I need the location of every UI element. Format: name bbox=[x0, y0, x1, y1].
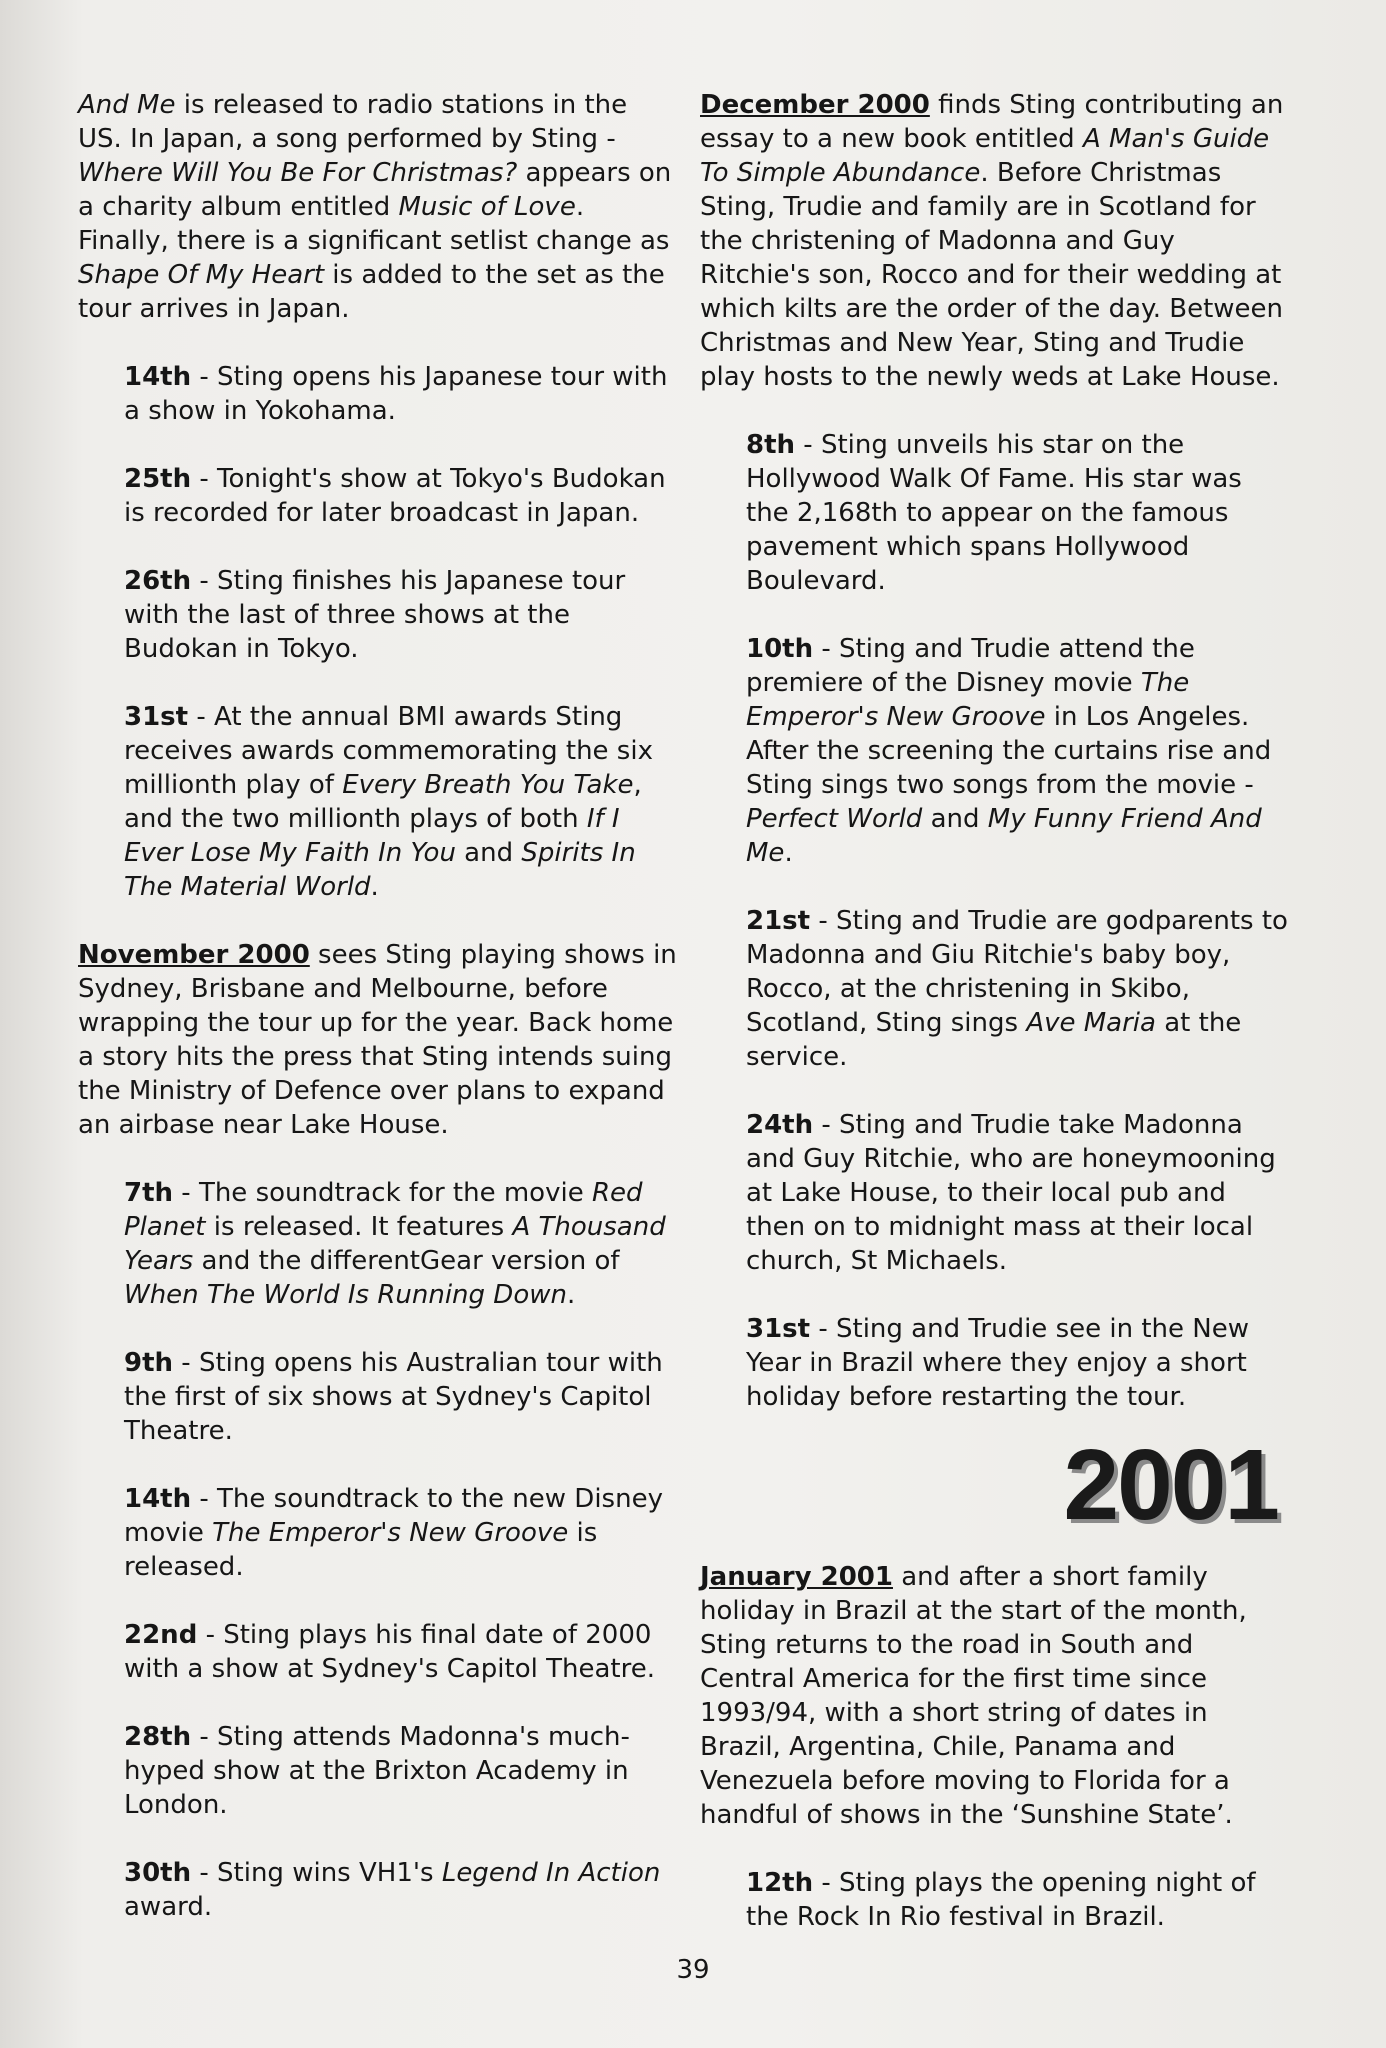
entry-text: - At the annual BMI awards Sting receives awards commemorating the six millionth play of bbox=[124, 702, 653, 800]
entry-date: 25th bbox=[124, 464, 192, 494]
entry-text: in Los Angeles. After the screening the curtains rise and Sting sings two songs from the movie - bbox=[746, 702, 1272, 800]
entry-text: - Sting and Trudie see in the New Year in Brazil where they enjoy a short holiday before restarting the tour. bbox=[746, 1314, 1249, 1412]
song-title: A Thousand Years bbox=[124, 1212, 666, 1276]
entry-date: 24th bbox=[746, 1110, 814, 1140]
award-title: Legend In Action bbox=[441, 1858, 661, 1888]
entry-date: 30th bbox=[124, 1858, 192, 1888]
entry-text: . bbox=[370, 872, 379, 902]
entry-text: - Sting and Trudie are godparents to Madonna and Giu Ritchie's baby boy, Rocco, at the christening in Skibo, Scotland, Sting sings bbox=[746, 906, 1288, 1038]
entry-dec-8 bbox=[700, 428, 1290, 598]
month-heading: December 2000 bbox=[700, 90, 930, 120]
body-text: is added to the set as the tour arrives in Japan. bbox=[78, 260, 665, 324]
entry-nov-14 bbox=[78, 1482, 678, 1584]
entry-date: 7th bbox=[124, 1178, 174, 1208]
book-title: A Man's Guide To Simple Abundance bbox=[700, 124, 1270, 188]
entry-text: - Sting unveils his star on the Hollywood Walk Of Fame. His star was the 2,168th to appear on the famous pavement which spans Hollywood Boulevard. bbox=[746, 430, 1242, 596]
entry-text: - Sting opens his Australian tour with the first of six shows at Sydney's Capitol Theatre. bbox=[124, 1348, 663, 1446]
song-title: Every Breath You Take bbox=[342, 770, 634, 800]
entry-oct-25 bbox=[78, 462, 678, 530]
entry-jan-12 bbox=[700, 1866, 1290, 1934]
entry-text: - Sting finishes his Japanese tour with the last of three shows at the Budokan in Tokyo. bbox=[124, 566, 626, 664]
entry-date: 22nd bbox=[124, 1620, 198, 1650]
entry-text: and the differentGear version of bbox=[193, 1246, 620, 1276]
song-title: And Me bbox=[78, 90, 176, 120]
entry-text: - Sting plays the opening night of the Rock In Rio festival in Brazil. bbox=[746, 1868, 1256, 1932]
month-heading: November 2000 bbox=[78, 940, 310, 970]
november-paragraph bbox=[78, 938, 678, 1142]
entry-text: and bbox=[455, 838, 522, 868]
entry-text: is released. bbox=[124, 1518, 598, 1582]
entry-text: award. bbox=[124, 1892, 213, 1922]
january-paragraph bbox=[700, 1560, 1290, 1832]
entry-nov-30 bbox=[78, 1856, 678, 1924]
entry-date: 10th bbox=[746, 634, 814, 664]
entry-date: 14th bbox=[124, 1484, 192, 1514]
entry-nov-9 bbox=[78, 1346, 678, 1448]
entry-text: . bbox=[566, 1280, 576, 1310]
body-text: is released to radio stations in the US. In Japan, a song performed by Sting - bbox=[78, 90, 628, 154]
entry-date: 14th bbox=[124, 362, 192, 392]
body-text: finds Sting contributing an essay to a new book entitled bbox=[700, 90, 1284, 154]
december-paragraph bbox=[700, 88, 1290, 394]
entry-oct-31 bbox=[78, 700, 678, 904]
entry-date: 21st bbox=[746, 906, 811, 936]
entry-text: - Sting and Trudie take Madonna and Guy Ritchie, who are honeymooning at Lake House, to their local pub and then on to midnight mass at their local church, St Michaels. bbox=[746, 1110, 1276, 1276]
entry-date: 28th bbox=[124, 1722, 192, 1752]
entry-text: - Sting wins VH1's bbox=[191, 1858, 442, 1888]
left-column bbox=[78, 88, 678, 1958]
entry-text: and bbox=[922, 804, 988, 834]
entry-text: - The soundtrack to the new Disney movie bbox=[124, 1484, 663, 1548]
right-column bbox=[700, 88, 1290, 1968]
entry-date: 31st bbox=[746, 1314, 811, 1344]
album-title: Music of Love bbox=[398, 192, 576, 222]
entry-text: - Tonight's show at Tokyo's Budokan is recorded for later broadcast in Japan. bbox=[124, 464, 666, 528]
entry-nov-28 bbox=[78, 1720, 678, 1822]
entry-dec-10 bbox=[700, 632, 1290, 870]
entry-text: - The soundtrack for the movie bbox=[173, 1178, 592, 1208]
song-title: Where Will You Be For Christmas? bbox=[78, 158, 518, 188]
entry-text: - Sting plays his final date of 2000 with a show at Sydney's Capitol Theatre. bbox=[124, 1620, 655, 1684]
entry-date: 9th bbox=[124, 1348, 174, 1378]
entry-dec-24 bbox=[700, 1108, 1290, 1278]
entry-oct-26 bbox=[78, 564, 678, 666]
movie-title: The Emperor's New Groove bbox=[212, 1518, 569, 1548]
entry-date: 31st bbox=[124, 702, 189, 732]
song-title: Ave Maria bbox=[1026, 1008, 1156, 1038]
entry-dec-21 bbox=[700, 904, 1290, 1074]
entry-text: is released. It features bbox=[205, 1212, 513, 1242]
entry-dec-31 bbox=[700, 1312, 1290, 1414]
entry-text: at the service. bbox=[746, 1008, 1242, 1072]
entry-nov-22 bbox=[78, 1618, 678, 1686]
movie-title: The Emperor's New Groove bbox=[746, 668, 1190, 732]
month-heading: January 2001 bbox=[700, 1562, 893, 1592]
song-title: Shape Of My Heart bbox=[78, 260, 325, 290]
song-title: When The World Is Running Down bbox=[124, 1280, 567, 1310]
entry-text: - Sting and Trudie attend the premiere of the Disney movie bbox=[746, 634, 1195, 698]
entry-text: - Sting opens his Japanese tour with a show in Yokohama. bbox=[124, 362, 668, 426]
body-text: and after a short family holiday in Brazil at the start of the month, Sting returns to the road in South and Central America for the first time since 1993/94, with a short string of dates in Brazil, Argentina, Chile, Panama and Venezuela before moving to Florida for a handful of shows in the ‘Sunshine State’. bbox=[700, 1562, 1247, 1830]
body-text: . Finally, there is a significant setlist change as bbox=[78, 192, 670, 256]
song-title: My Funny Friend And Me bbox=[746, 804, 1262, 868]
entry-text: . bbox=[784, 838, 793, 868]
entry-date: 12th bbox=[746, 1868, 814, 1898]
page-number: 39 bbox=[676, 1955, 710, 1985]
year-heading: 2001 bbox=[1063, 1429, 1278, 1541]
song-title: If I Ever Lose My Faith In You bbox=[124, 804, 620, 868]
body-text: appears on a charity album entitled bbox=[78, 158, 672, 222]
entry-date: 8th bbox=[746, 430, 796, 460]
body-text: . Before Christmas Sting, Trudie and family are in Scotland for the christening of Madonna and Guy Ritchie's son, Rocco and for their wedding at which kilts are the order of the day. Between Christmas and New Year, Sting and Trudie play hosts to the newly weds at Lake House. bbox=[700, 158, 1284, 392]
body-text: sees Sting playing shows in Sydney, Brisbane and Melbourne, before wrapping the tour up for the year. Back home a story hits the press that Sting intends suing the Ministry of Defence over plans to expand an airbase near Lake House. bbox=[78, 940, 677, 1140]
song-title: Perfect World bbox=[746, 804, 923, 834]
entry-oct-14 bbox=[78, 360, 678, 428]
entry-nov-7 bbox=[78, 1176, 678, 1312]
entry-text: , and the two millionth plays of both bbox=[124, 770, 642, 834]
entry-text: - Sting attends Madonna's much-hyped show at the Brixton Academy in London. bbox=[124, 1722, 630, 1820]
movie-title: Red Planet bbox=[124, 1178, 643, 1242]
entry-date: 26th bbox=[124, 566, 192, 596]
intro-paragraph bbox=[78, 88, 678, 326]
song-title: Spirits In The Material World bbox=[124, 838, 636, 902]
